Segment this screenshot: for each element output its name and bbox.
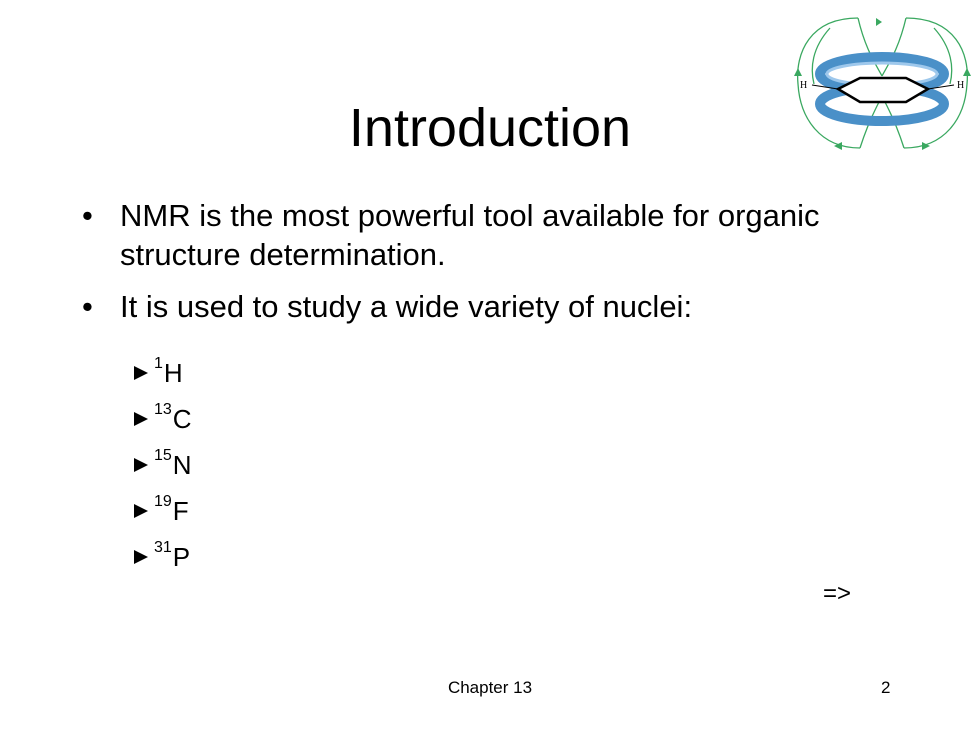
element-symbol: F — [172, 496, 189, 526]
bullet-item — [82, 287, 882, 326]
bullet-text: NMR is the most powerful tool available for organic structure determination. — [120, 198, 820, 272]
arrow-bullet-icon — [134, 458, 148, 472]
nuclei-list — [134, 350, 192, 580]
element-symbol: P — [172, 542, 191, 572]
next-slide-marker: => — [823, 580, 852, 607]
bullet-list — [82, 196, 882, 339]
mass-number: 19 — [154, 493, 172, 510]
right-h-label: H — [957, 80, 965, 91]
element-symbol: N — [172, 450, 192, 480]
mass-number: 15 — [154, 447, 172, 464]
bullet-text: It is used to study a wide variety of nuclei: — [120, 289, 693, 324]
arrow-bullet-icon — [134, 366, 148, 380]
nucleus-item — [134, 534, 192, 580]
page-number: 2 — [881, 678, 891, 697]
arrow-bullet-icon — [134, 412, 148, 426]
left-h-label: H — [800, 80, 808, 91]
bullet-marker: • — [82, 198, 93, 233]
arrow-bullet-icon — [134, 504, 148, 518]
mass-number: 13 — [154, 401, 172, 418]
bullet-marker: • — [82, 289, 93, 324]
bullet-item — [82, 196, 882, 274]
footer-chapter: Chapter 13 — [447, 678, 533, 697]
element-symbol: C — [172, 404, 192, 434]
mass-number: 1 — [154, 355, 163, 372]
mass-number: 31 — [154, 539, 172, 556]
element-symbol: H — [163, 358, 183, 388]
slide-title: Introduction — [348, 98, 632, 158]
arrow-bullet-icon — [134, 550, 148, 564]
